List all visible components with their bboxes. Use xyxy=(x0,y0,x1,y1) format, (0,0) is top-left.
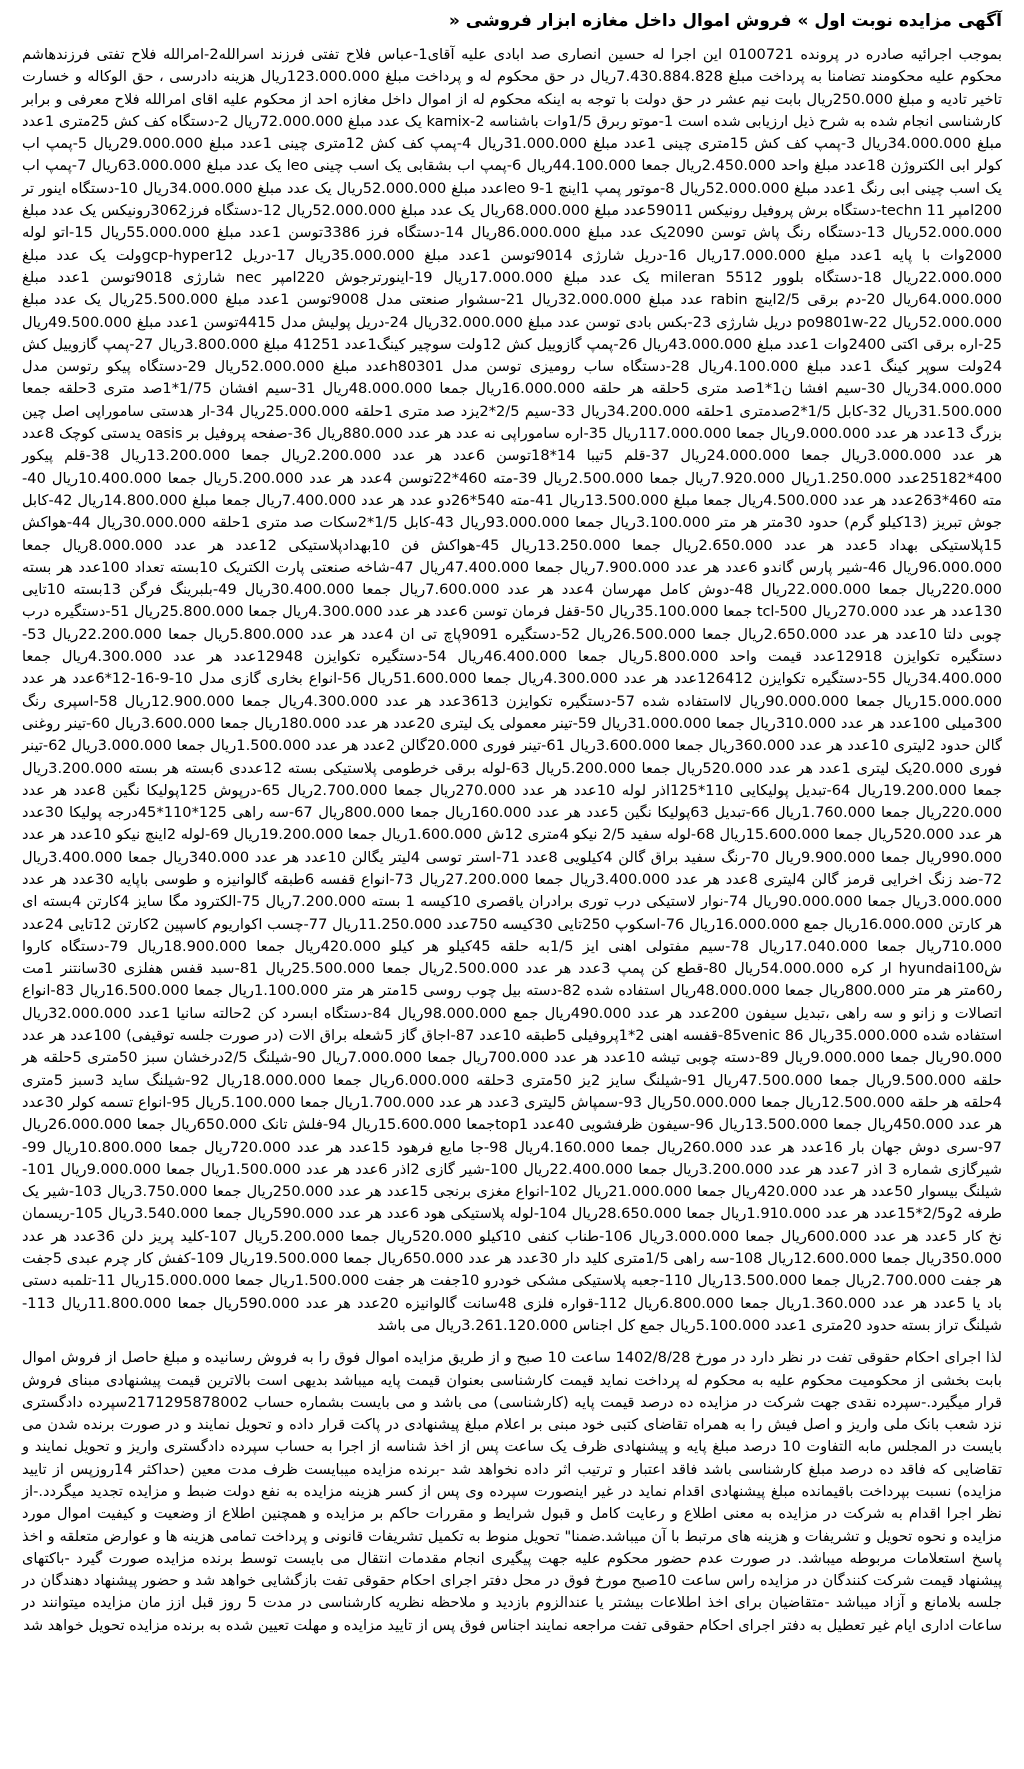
notice-terms: لذا اجرای احکام حقوقی تفت در نظر دارد در مورخ 1402/8/28 ساعت 10 صبح و از طریق مزایده اموال فوق را به فروش رسانیده و مبلغ حاصل از فروش اموال بابت بخشی از محکومیت محکوم علیه به محکوم له پرداخت نماید قیمت کارشناسی بعنوان قیمت پایه میباشد بدیهی است بالاترین قیمت پیشنهادی مبنای فروش قرار میگیرد.-سپرده نقدی جهت شرکت در مزایده ده درصد قیمت پایه (کارشناسی) می باشد و می بایست بشماره حساب 2171295878002سپرده دادگستری نزد شعب بانک ملی واریز و اصل فیش را به همراه تقاضای کتبی خود مبنی بر اعلام مبلغ پیشنهادی در پاکت قرار داده و تحویل نمایند و در صورت برنده شدن می بایست در المجلس مابه التفاوت 10 درصد مبلغ پایه و پیشنهادی ظرف یک ساعت پس از اخذ شناسه از اجرا به حساب سپرده دادگستری واریز و تحویل نمایند و تقاضایی که فاقد ده درصد مبلغ کارشناسی باشد فاقد اعتبار و ترتیب اثر داده نخواهد شد -برنده مزایده میبایست ظرف مدت معین (حداکثر 14روزپس از تایید مزایده) نسبت بپرداخت باقیمانده مبلغ پیشنهادی اقدام نماید در غیر اینصورت سپرده وی پس از کسر هزینه مزایده به نفع دولت ضبط و مزایده تجدید میگردد.-از نظر اجرا اقدام به شرکت در مزایده به معنی اطلاع و رعایت کامل و قبول شرایط و مقررات حاکم بر مزایده و همچنین اطلاع از وضعیت و کیفیت اموال مورد مزایده و نحوه تحویل و تشریفات و هزینه های مرتبط با آن میباشد.ضمنا" تحویل منوط به تکمیل تشریفات قانونی و پرداخت تمامی هزینه ها و عوارض متعلقه و اخذ پاسخ استعلامات مربوطه میباشد. در صورت عدم حضور محکوم علیه جهت پیگیری انجام مقدمات انتقال می بایست توسط برنده مزایده صورت گیرد -باکتهای پیشنهاد قیمت شرکت کنندگان در مزایده راس ساعت 10صبح مورخ فوق در محل دفتر اجرای احکام حقوقی تفت بازگشایی خواهد شد و حضور پیشنهاد دهندگان در جلسه بلامانع و آزاد میباشد -متقاضیان برای اخذ اطلاعات بیشتر یا عندالزوم بازدید و ملاحظه نظریه کارشناسی در مدت 5 روز قبل ازز مان مزایده میتوانند در ساعات اداری ایام غیر تعطیل به دفتر اجرای احکام حقوقی تفت مراجعه نمایند اجناس فوق پس از تایید مزایده و مهلت تعیین شده به برنده مزایده تحویل خواهد شد xyxy=(22,1349,1003,1634)
notice-title: آگهی مزایده نوبت اول » فروش اموال داخل مغازه ابزار فروشی « xyxy=(448,11,1002,31)
notice-body: بموجب اجرائیه صادره در پرونده 0100721 این اجرا له حسین انصاری صد ابادی علیه آقای1-عباس فلاح تفتی فرزند اسرالله2-امرالله فلاح تفتی فرزندهاشم محکوم علیه محکومند تضامنا به پرداخت مبلغ 7.430.884.828ریال در حق محکوم له و پرداخت مبلغ 123.000.000ریال هزینه دادرسی ، حق الوکاله و خسارت تاخیر تادیه و مبلغ 250.000ریال بابت نیم عشر در حق دولت با توجه به اینکه محکوم له از اموال داخل مغازه احد از محکوم علیه اقای امرالله فلاح معرفی و برابر کارشناسی انجام شده به شرح ذیل ارزیابی شده است 1-موتو ربرق 1/5وات باشناسه kamix-2 یک عدد مبلغ 72.000.000ریال 2-دستگاه کف کش 25متری 1عدد مبلغ 34.000.000ریال 3-پمپ کف کش 15متری چینی 1عدد مبلغ 31.000.000ریال 4-پمپ کف کش 12متری چینی 1عدد مبلغ 29.000.000ریال 5-پمپ اب کولر ابی الکتروژن 18عدد مبلغ واحد 2.450.000ریال جمعا 44.100.000ریال 6-پمپ اب بشقابی یک اسب چینی leo یک عدد مبلغ 63.000.000ریال 7-پمپ اب یک اسب چینی ابی رنگ 1عدد مبلغ 52.000.000ریال 8-موتور پمپ 1اینچ leo 9-1عدد مبلغ 52.000.000ریال یک عدد مبلغ 34.000.000ریال 10-دستگاه اینور تر 200امپر techn 11-دستگاه برش پروفیل رونیکس 59011عدد مبلغ 68.000.000ریال یک عدد مبلغ 52.000.000ریال 12-دستگاه فرز3062رونیکس یک عدد مبلغ 52.000.000ریال 13-دستگاه رنگ پاش توسن 2090یک عدد مبلغ 86.000.000ریال 14-دستگاه فرز 3386توسن 1عدد مبلغ 55.000.000ریال 15-اتو لوله 2000وات با پایه 1عدد مبلغ 17.000.000ریال 16-دریل شارژی 9014توسن 1عدد مبلغ 35.000.000ریال 17-دریل gcp-hyper12ولت یک عدد مبلغ 22.000.000ریال 18-دستگاه بلوور 5512 mileran یک عدد مبلغ 17.000.000ریال 19-اینورترجوش 220امپر nec شارژی 9018توسن 1عدد مبلغ 64.000.000ریال 20-دم برقی 2/5اینچ rabin عدد مبلغ 32.000.000ریال 21-سشوار صنعتی مدل 9008توسن 1عدد مبلغ 25.500.000ریال یک عدد مبلغ 52.000.000ریال 22-po9801w دریل شارژی 23-بکس بادی توسن عدد مبلغ 32.000.000ریال 24-دریل پولیش مدل 4415توسن 1عدد مبلغ 49.500.000ریال 25-اره برقی اکتی 2400وات 1عدد مبلغ 43.000.000ریال 26-پمپ گازوییل کش 12ولت سوچیر کینگ1عدد 41251 مبلغ 3.800.000ریال 27-پمپ گازوییل کش 24ولت سوپر کینگ 1عدد مبلغ 4.100.000ریال 28-دستگاه ساب رومیزی توسن مدل h80301عدد مبلغ 52.000.000ریال 29-دستگاه پیکو رتوسن مدل 34.000.000ریال 30-سیم افشا ن1*1صد متری 5حلقه هر حلقه 16.000.000ریال جمعا 48.000.000ریال 31-سیم افشان 1/75*1صد متری 3حلقه جمعا 31.500.000ریال 32-کابل 1/5*2صدمتری 1حلقه 34.200.000ریال 33-سیم 2/5*2یزد صد متری 1حلقه 25.000.000ریال 34-ار هدستی ساموراپی اصل چین بزرگ 13عدد هر عدد 9.000.000ریال جمعا 117.000.000ریال 35-اره ساموراپی نه عدد هر عدد 880.000ریال 36-صفحه پروفیل بر oasis یدستی کوچک 8عدد هر عدد 3.000.000ریال جمعا 24.000.000ریال 37-قلم 5تیبا 14*18توسن 6عدد هر عدد 2.200.000ریال جمعا 13.200.000ریال 38-قلم پیکور 400*25182عدد 1.250.000ریال 7.920.000ریال جمعا 2.500.000ریال 39-مته 460*22توسن 4عدد هر عدد 5.200.000ریال جمعا 10.400.000ریال 40-مته 460*263عدد هر عدد 4.500.000ریال جمعا مبلغ 13.500.000ریال 41-مته 540*26دو عدد هر عدد 7.400.000ریال جمعا مبلغ 14.800.000ریال 42-کابل جوش تبریز (13کیلو گرم) حدود 30متر هر متر 3.100.000ریال جمعا 93.000.000ریال 43-کابل 1/5*2سکات صد متری 1حلقه 30.000.000ریال 44-هواکش 15پلاستیکی بهداد 5عدد هر عدد 2.650.000ریال جمعا 13.250.000ریال 45-هواکش فن 10بهدادپلاستیکی 12عدد هر عدد 8.000.000ریال جمعا 96.000.000ریال 46-شیر پارس گاندو 6عدد هر عدد 7.900.000ریال جمعا 47.400.000ریال 47-شاخه صنعتی پارت الکتریک 10بسته تعداد 100عدد هر بسته 220.000ریال جمعا 22.000.000ریال 48-دوش کامل مهرسان 4عدد هر عدد 7.600.000ریال جمعا 30.400.000ریال 49-بلبرینگ فرگن 13بسته 10تایی 130عدد هر عدد 270.000ریال tcl-500 جمعا 35.100.000ریال 50-قفل فرمان توسن 6عدد هر عدد 4.300.000ریال جمعا 25.800.000ریال 51-دستگیره درب چوبی دلتا 10عدد هر عدد 2.650.000ریال جمعا 26.500.000ریال 52-دستگیره 9091پاچ تی ان 4عدد هر عدد 5.800.000ریال جمعا 22.200.000ریال 53-دستگیره تکوایزن 12918عدد قیمت واحد 5.800.000ریال جمعا 46.400.000ریال 54-دستگیره تکوایزن 12948عدد هر عدد 4.300.000ریال جمعا 34.400.000ریال 55-دستگیره تکوایزن 126412عدد هر عدد 4.300.000ریال جمعا 51.600.000ریال 56-انواع بخاری گازی مدل 10-9-16-12*6عدد هر عدد 15.000.000ریال جمعا 90.000.000ریال لااستفاده شده 57-دستگیره تکوایزن 3613عدد هر عدد 4.300.000ریال جمعا 12.900.000ریال 58-اسپری رنگ 300میلی 100عدد هر عدد 310.000ریال جمعا 31.000.000ریال 59-تینر معمولی یک لیتری 20عدد هر عدد 180.000ریال جمعا 3.600.000ریال 60-تینر روغنی گالن حدود 2لیتری 10عدد هر عدد 360.000ریال جمعا 3.600.000ریال 61-تینر فوری 20.000گالن 2عدد هر عدد 1.500.000ریال جمعا 3.000.000ریال 62-تینر فوری 20.000یک لیتری 1عدد هر عدد 520.000ریال جمعا 5.200.000ریال 63-لوله برقی خرطومی پلاستیکی بسته 12عددی 6بسته هر بسته 3.200.000ریال جمعا 19.200.000ریال 64-تبدیل پولیکایی 110*125اذر لوله 10عدد هر عدد 270.000ریال جمعا 2.700.000ریال 65-درپوش 125پولیکا نگین 8عدد هر عدد 220.000ریال جمعا 1.760.000ریال 66-تبدیل 63پولیکا نگین 5عدد هر عدد 160.000ریال جمعا 800.000ریال 67-سه راهی 125*110*45درجه پولیکا 30عدد هر عدد 520.000ریال جمعا 15.600.000ریال 68-لوله سفید 2/5 نیکو 4متری 12ش 1.600.000ریال جمعا 19.200.000ریال 69-لوله 2اینچ نیکو 10عدد هر عدد 990.000ریال جمعا 9.900.000ریال 70-رنگ سفید براق گالن 4کیلویی 8عدد 71-استر توسی 4لیتر یگالن 10عدد هر عدد 340.000ریال جمعا 3.400.000ریال 72-ضد زنگ اخرایی قرمز گالن 4لیتری 8عدد هر عدد 3.400.000ریال جمعا 27.200.000ریال 73-انواع قفسه 6طبقه گالوانیزه و طوسی باپایه 30عدد هر عدد 3.000.000ریال جمعا 90.000.000ریال 74-نوار لاستیکی درب توری برادران یاقصری 10کیسه 1 بسته 7.200.000ریال 75-الکترود مگا سایز 4کارتن 4بسته ای هر کارتن 16.000.000ریال جمع 16.000.000ریال 76-اسکوپ 250تایی 30کیسه 750عدد 11.250.000ریال 77-چسب اکواریوم کاسپین 2کارتن 12تایی 24عدد 710.000ریال جمعا 17.040.000ریال 78-سیم مفتولی اهنی ایز 1/5به حلقه 45کیلو هر کیلو 420.000ریال جمعا 18.900.000ریال 79-دستگاه کاروا شhyundai100 ار کره 54.000.000ریال 80-قطع کن پمپ 3عدد هر عدد 2.500.000ریال جمعا 25.500.000ریال 81-سبد قفس هفلزی 30سانتنر 1مت ر60متر هر متر 800.000ریال جمعا 48.000.000ریال استفاده شده 82-دسته بیل چوب روسی 15متر هر متر 1.100.000ریال جمعا 16.500.000ریال 83-انواع اتصالات و زانو و سه راهی ،تبدیل سیفون 200عدد هر عدد 490.000ریال جمع 98.000.000ریال 84-دستگاه ابسرد کن 2حالته سانیا 1عدد 32.000.000ریال استفاده شده 35.000.000ریال 85venic 86-قفسه اهنی 2*1پروفیلی 5طبقه 10عدد 87-اجاق گاز 5شعله براق الات (در صورت جلسه توقیفی) 100عدد هر عدد 90.000ریال جمعا 9.000.000ریال 89-دسته چوبی تیشه 10عدد هر عدد 700.000ریال جمعا 7.000.000ریال 90-شیلنگ 2/5درخشان سبز 50متری 5حلقه هر حلقه 9.500.000ریال جمعا 47.500.000ریال 91-شیلنگ سایز 2یز 50متری 3حلقه 6.000.000ریال جمعا 18.000.000ریال 92-شیلنگ ساید 3سبز 5متری 4حلقه هر حلقه 12.500.000ریال جمعا 50.000.000ریال 93-سمپاش 5لیتری 3عدد هر عدد 1.700.000ریال جمعا 5.100.000ریال 95-انواع تسمه کولر 30عدد هر عدد 450.000ریال جمعا 13.500.000ریال 96-سیفون ظرفشویی 40عدد top1جمعا 15.600.000ریال 94-فلش تانک 650.000ریال جمعا 26.000.000ریال 97-سری دوش جهان بار 16عدد هر عدد 260.000ریال جمعا 4.160.000ریال 98-جا مایع فرهود 15عدد هر عدد 720.000ریال جمعا 10.800.000ریال 99-شیرگازی شماره 3 اذر 7عدد هر عدد 3.200.000ریال جمعا 22.400.000ریال 100-شیر گازی 2اذر 6عدد هر عدد 1.500.000ریال جمعا 9.000.000ریال 101-شیلنگ بیسوار 50عدد هر عدد 420.000ریال جمعا 21.000.000ریال 102-انواع مغزی برنجی 15عدد هر عدد 250.000ریال جمعا 3.750.000ریال 103-شیر یک طرفه 2و2/5*15عدد هر عدد 1.910.000ریال جمعا 28.650.000ریال 104-لوله پلاستیکی هود 6عدد هر عدد 590.000ریال جمعا 3.540.000ریال 105-ریسمان نخ کار 5عدد هر عدد 600.000ریال جمعا 3.000.000ریال 106-طناب کنفی 10کیلو 520.000ریال جمعا 5.200.000ریال 107-کلید پریز دلن 36عدد هر عدد 350.000ریال جمعا 12.600.000ریال 108-سه راهی 1/5متری کلید دار 30عدد هر عدد 650.000ریال جمعا 19.500.000ریال 109-کفش کار چرم عبدی 5جفت هر جفت 2.700.000ریال جمعا 13.500.000ریال 110-جعبه پلاستیکی مشکی خودرو 10جفت هر جفت 1.500.000ریال جمعا 15.000.000ریال 11-تلمبه دستی باد یا 5عدد هر عدد 1.360.000ریال جمعا 6.800.000ریال 112-قواره فلزی 48سانت گالوانیزه 20عدد هر عدد 590.000ریال جمعا 11.800.000ریال 113-شیلنگ تراز بسته حدود 20متری 1عدد 5.100.000ریال جمع کل اجناس 3.261.120.000ریال می باشد xyxy=(22,46,1003,1334)
